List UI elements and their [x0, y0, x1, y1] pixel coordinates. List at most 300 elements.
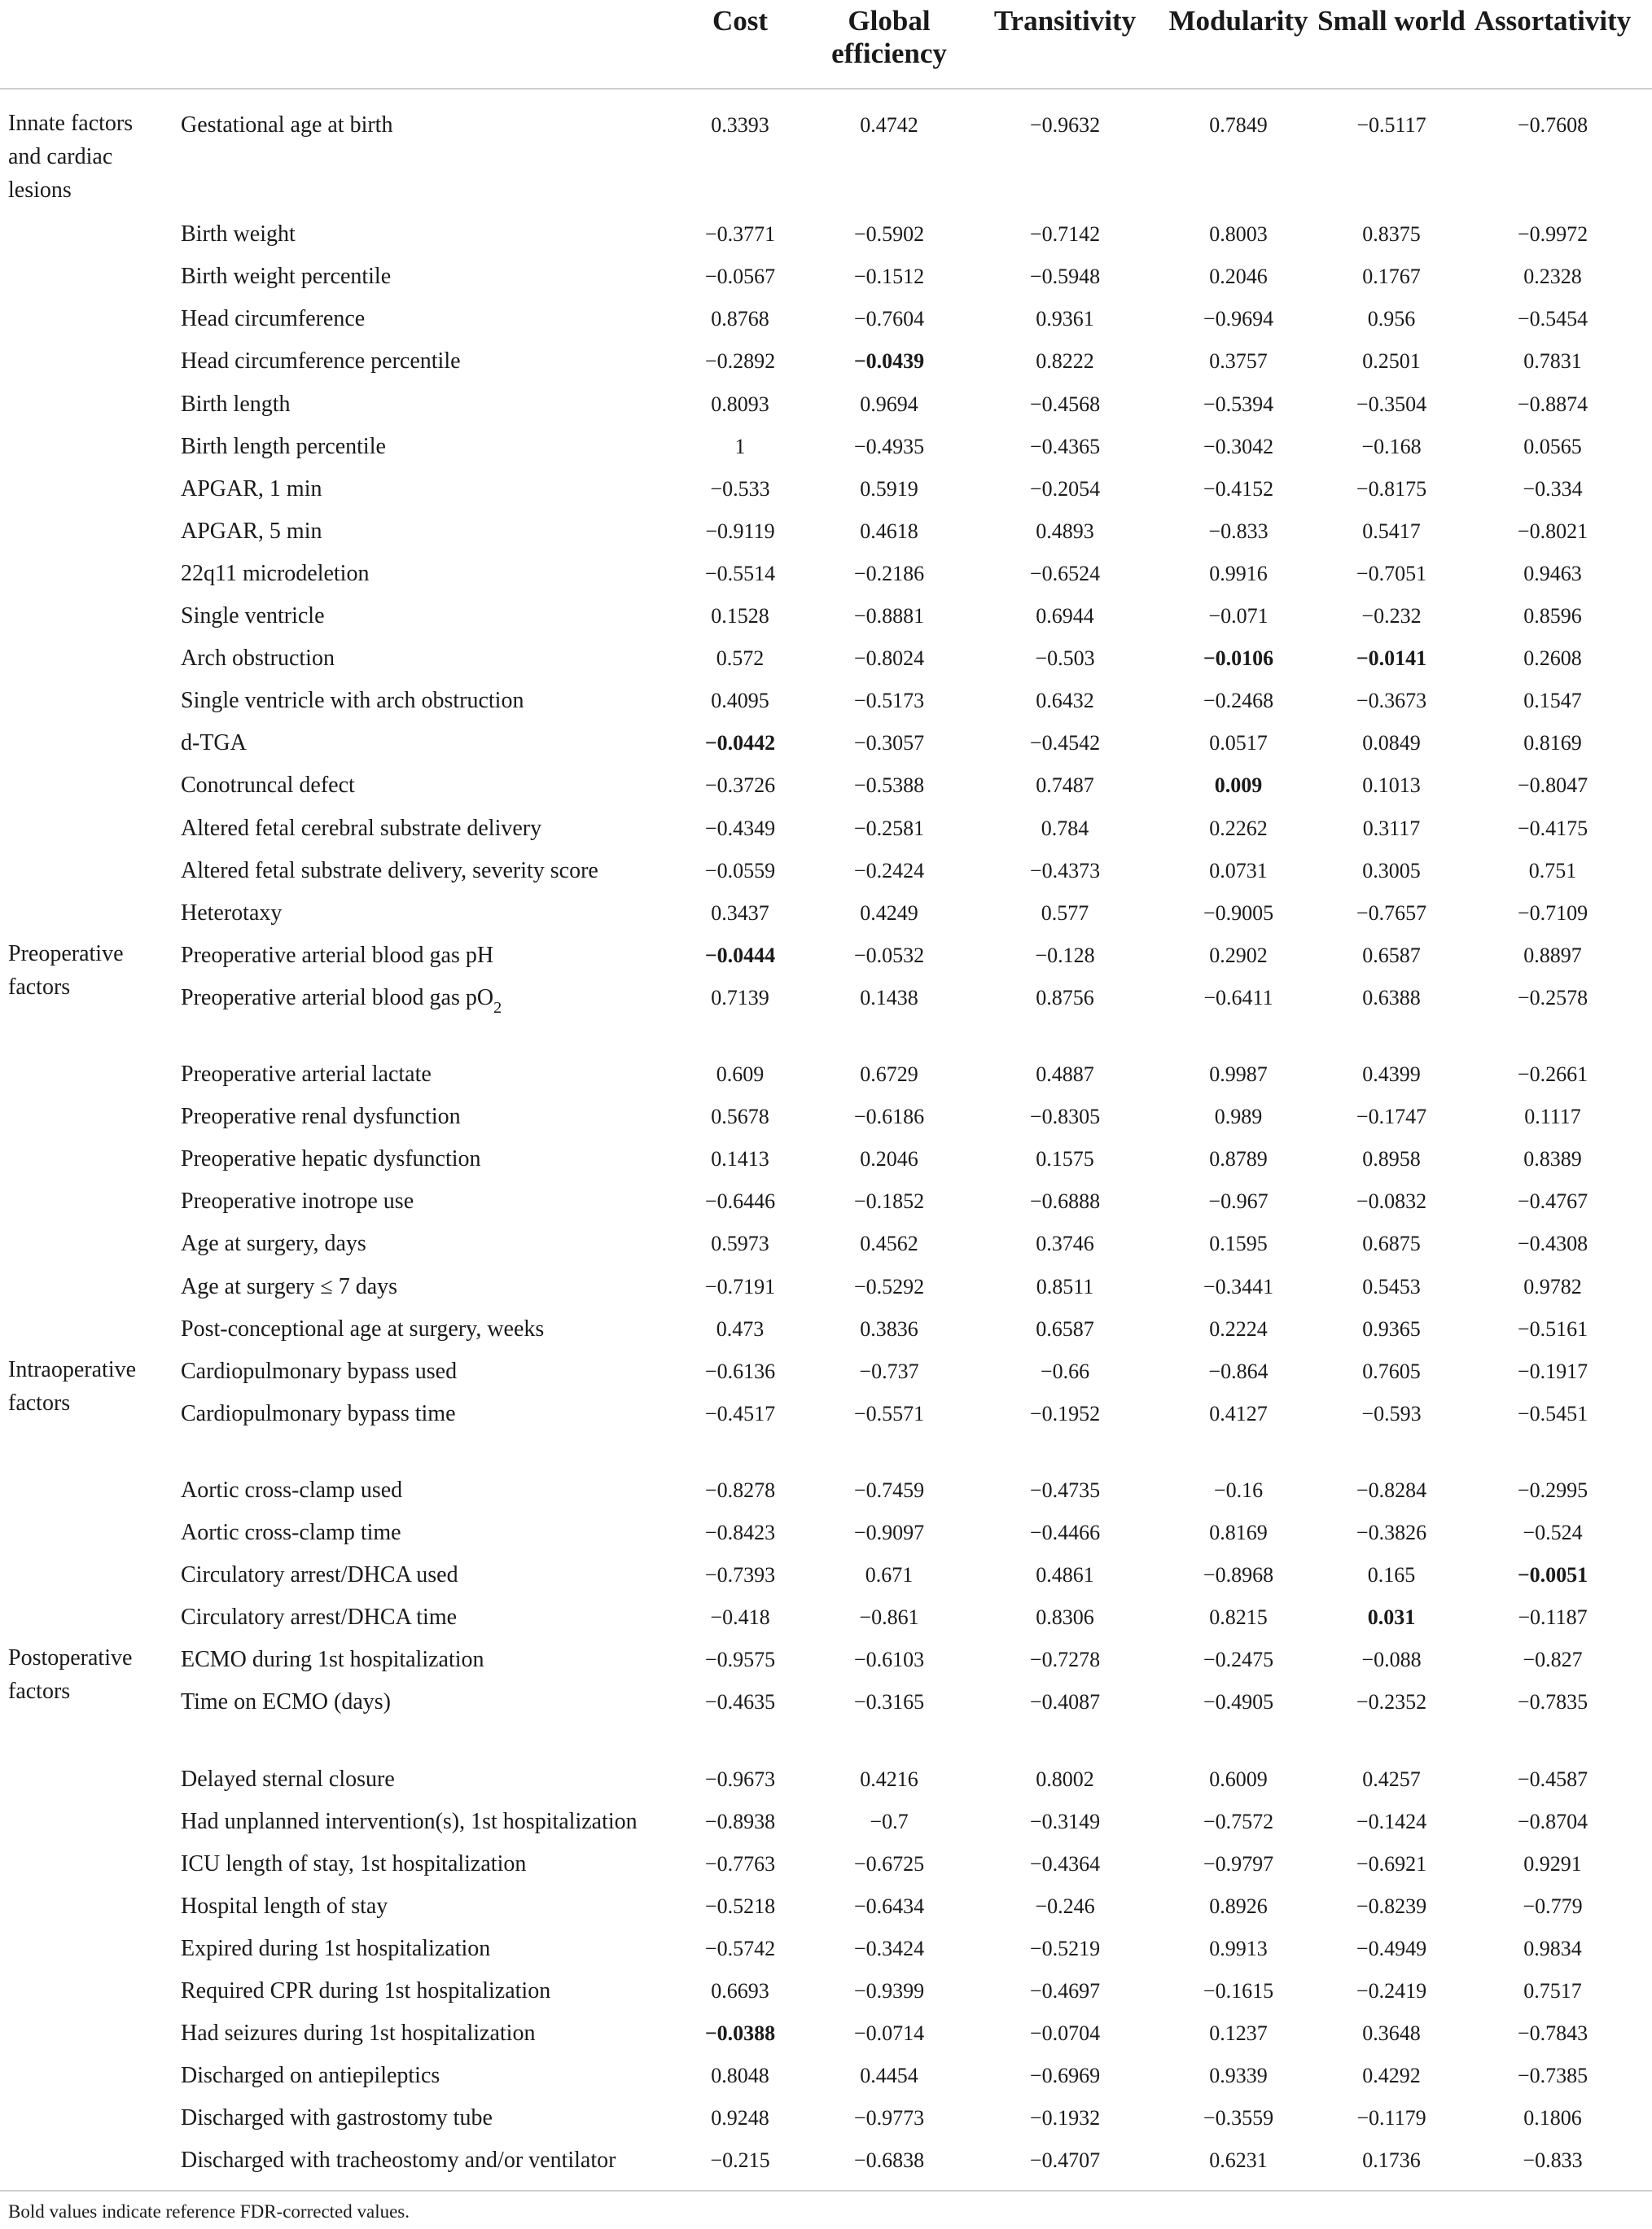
cell-value: −0.0051 — [1517, 1563, 1588, 1587]
row-label-text: Discharged on antiepileptics — [181, 2063, 440, 2089]
cell-value: −0.3673 — [1356, 689, 1427, 713]
cell-value: −0.232 — [1361, 604, 1422, 628]
cell-value: 0.8789 — [1209, 1147, 1268, 1171]
row-label — [181, 432, 386, 462]
cell-value: 0.7487 — [1036, 773, 1094, 798]
cell-value: −0.6838 — [853, 2148, 925, 2173]
cell-value: −0.0832 — [1356, 1189, 1427, 1214]
cell-value: 0.8768 — [711, 307, 769, 331]
row-label-text: Hospital length of stay — [181, 1893, 388, 1919]
cell-value: 0.8215 — [1209, 1605, 1268, 1630]
row-label — [181, 1476, 402, 1505]
cell-value: −0.6888 — [1029, 1189, 1101, 1214]
cell-value: 0.1806 — [1523, 2106, 1582, 2130]
cell-value: −0.833 — [1523, 2148, 1583, 2173]
cell-value: 0.7139 — [711, 985, 769, 1009]
cell-value: 0.8756 — [1036, 985, 1094, 1009]
row-label-text: ICU length of stay, 1st hospitalization — [181, 1850, 527, 1876]
cell-value: −0.2186 — [853, 561, 925, 585]
cell-value: −0.2578 — [1517, 985, 1588, 1009]
cell-value: 0.9782 — [1523, 1274, 1582, 1298]
row-label-text: Discharged with tracheostomy and/or ventilator — [181, 2148, 616, 2174]
cell-value: −0.4587 — [1517, 1767, 1588, 1791]
group-label: Postoperative factors — [8, 1645, 133, 1705]
cell-value: −0.7 — [870, 1809, 909, 1833]
cell-value: 0.9291 — [1523, 1851, 1582, 1876]
cell-value: −0.967 — [1208, 1189, 1269, 1214]
cell-value: −0.864 — [1208, 1359, 1269, 1383]
cell-value: 0.9694 — [860, 392, 918, 416]
cell-value: −0.5173 — [853, 689, 925, 713]
cell-value: −0.5451 — [1517, 1401, 1588, 1425]
column-header: Small world — [1317, 5, 1466, 37]
row-label — [181, 1518, 401, 1548]
cell-value: 0.4454 — [860, 2064, 918, 2088]
cell-value: 0.4095 — [711, 689, 769, 713]
cell-value: −0.5902 — [853, 222, 925, 247]
cell-value: −0.8874 — [1517, 392, 1588, 416]
cell-value: 0.473 — [716, 1316, 765, 1341]
row-label — [181, 644, 335, 673]
cell-value: 0.1547 — [1523, 689, 1582, 713]
cell-value: −0.3504 — [1356, 392, 1427, 416]
cell-value: −0.4349 — [704, 816, 776, 840]
row-label-text: Preoperative arterial blood gas pH — [181, 942, 494, 968]
row-label-text: 22q11 microdeletion — [181, 560, 370, 586]
cell-value: −0.4568 — [1029, 392, 1101, 416]
cell-value: 0.9463 — [1523, 561, 1582, 585]
row-label — [181, 1977, 550, 2006]
cell-value: −0.4364 — [1029, 1851, 1101, 1876]
cell-value: −0.3726 — [704, 773, 776, 798]
cell-value: −0.4542 — [1029, 731, 1101, 755]
cell-value: −0.9972 — [1517, 222, 1588, 247]
cell-value: 0.6729 — [860, 1062, 918, 1086]
cell-value: 0.8169 — [1523, 731, 1582, 755]
row-label-text: APGAR, 1 min — [181, 475, 322, 501]
row-label — [181, 1807, 638, 1837]
cell-value: −0.7835 — [1517, 1690, 1588, 1714]
cell-value: −0.1917 — [1517, 1359, 1588, 1383]
column-header: Cost — [712, 5, 769, 37]
row-label-text: Had unplanned intervention(s), 1st hospitalization — [181, 1808, 638, 1834]
cell-value: −0.7572 — [1203, 1809, 1274, 1833]
cell-value: 0.3393 — [711, 113, 769, 137]
cell-value: 0.6693 — [711, 1979, 769, 2003]
cell-value: −0.4635 — [704, 1690, 776, 1714]
cell-value: 0.4257 — [1362, 1767, 1421, 1791]
cell-value: 0.5453 — [1362, 1274, 1421, 1298]
cell-value: −0.1852 — [853, 1189, 925, 1214]
cell-value: 0.4399 — [1362, 1062, 1421, 1086]
cell-value: 0.4216 — [860, 1767, 918, 1791]
cell-value: −0.524 — [1523, 1521, 1583, 1544]
row-label — [181, 1060, 432, 1089]
cell-value: 0.4249 — [860, 900, 918, 925]
cell-value: 0.4893 — [1036, 519, 1094, 543]
cell-value: 0.3757 — [1209, 349, 1268, 374]
cell-value: −0.1615 — [1203, 1979, 1274, 2003]
cell-value: −0.9575 — [704, 1648, 776, 1672]
cell-value: −0.0442 — [704, 731, 776, 755]
cell-value: −0.9694 — [1203, 307, 1274, 331]
cell-value: −0.7191 — [704, 1274, 776, 1298]
group-label: Innate factors and cardiac lesions — [8, 111, 134, 203]
row-label — [181, 941, 493, 970]
cell-value: 0.2501 — [1362, 349, 1421, 374]
cell-value: 0.1013 — [1362, 773, 1421, 798]
cell-value: 0.956 — [1367, 307, 1416, 331]
cell-value: 0.609 — [716, 1062, 765, 1086]
cell-value: 0.9913 — [1209, 1936, 1268, 1960]
row-label — [181, 2146, 616, 2175]
cell-value: −0.215 — [710, 2148, 770, 2173]
cell-value: −0.593 — [1361, 1401, 1422, 1425]
cell-value: −0.503 — [1035, 646, 1095, 671]
row-label — [181, 1561, 458, 1590]
cell-value: −0.8881 — [853, 604, 925, 628]
cell-value: −0.9119 — [705, 519, 775, 543]
row-label — [181, 1645, 484, 1675]
cell-value: 0.3117 — [1362, 816, 1421, 840]
cell-value: −0.071 — [1208, 604, 1269, 628]
row-label — [181, 2019, 535, 2048]
row-label-text: Birth weight — [181, 221, 296, 247]
cell-value: 0.8389 — [1523, 1147, 1582, 1171]
cell-value: 0.1528 — [711, 604, 769, 628]
cell-value: −0.5571 — [853, 1401, 925, 1425]
cell-value: 0.0849 — [1362, 731, 1421, 755]
cell-value: 0.9339 — [1209, 2064, 1268, 2088]
row-label-text: Preoperative renal dysfunction — [181, 1104, 461, 1130]
row-label — [181, 729, 247, 758]
row-label-text: Circulatory arrest/DHCA time — [181, 1605, 458, 1631]
cell-value: 0.8596 — [1523, 604, 1582, 628]
row-label-text: Had seizures during 1st hospitalization — [181, 2021, 536, 2047]
cell-value: −0.4697 — [1029, 1979, 1101, 2003]
cell-value: −0.2468 — [1203, 689, 1274, 713]
cell-value: 0.1413 — [711, 1147, 769, 1171]
row-label — [181, 1850, 526, 1879]
row-label — [181, 2104, 493, 2133]
cell-value: −0.7459 — [853, 1478, 925, 1502]
cell-value: −0.9773 — [853, 2106, 925, 2130]
row-label — [181, 304, 365, 334]
cell-value: −0.6103 — [853, 1648, 925, 1672]
cell-value: −0.4517 — [704, 1401, 776, 1425]
cell-value: 0.2608 — [1523, 646, 1582, 671]
row-label — [181, 1187, 414, 1216]
row-label-text: Single ventricle with arch obstruction — [181, 688, 524, 714]
cell-value: −0.0704 — [1029, 2021, 1101, 2046]
cell-value: 0.4887 — [1036, 1062, 1094, 1086]
cell-value: −0.3165 — [853, 1690, 925, 1714]
cell-value: −0.7763 — [704, 1851, 776, 1876]
row-label — [181, 1603, 457, 1632]
row-label — [181, 1934, 490, 1964]
row-label-text: Time on ECMO (days) — [181, 1689, 391, 1715]
cell-value: 0.4292 — [1362, 2064, 1421, 2088]
cell-value: −0.4767 — [1517, 1189, 1588, 1214]
cell-value: −0.7657 — [1356, 900, 1427, 925]
cell-value: 0.9365 — [1362, 1316, 1421, 1341]
cell-value: 0.031 — [1367, 1605, 1416, 1630]
cell-value: −0.7843 — [1517, 2021, 1588, 2046]
cell-value: −0.66 — [1040, 1359, 1090, 1383]
row-label-text: Cardiopulmonary bypass used — [181, 1358, 458, 1384]
cell-value: −0.2892 — [704, 349, 776, 374]
row-label-text: Heterotaxy — [181, 900, 283, 926]
row-label — [181, 1315, 544, 1344]
cell-value: 0.8897 — [1523, 943, 1582, 967]
cell-value: 0.8093 — [711, 392, 769, 416]
cell-value: −0.2995 — [1517, 1478, 1588, 1502]
cell-value: −0.0714 — [853, 2021, 925, 2046]
row-label-text: Preoperative hepatic dysfunction — [181, 1146, 481, 1172]
row-label-text: d-TGA — [181, 730, 247, 756]
row-label-text: APGAR, 5 min — [181, 518, 322, 544]
cell-value: −0.418 — [710, 1605, 770, 1630]
cell-value: −0.3057 — [853, 731, 925, 755]
cell-value: 0.3437 — [711, 900, 769, 925]
cell-value: 0.8222 — [1036, 349, 1094, 374]
cell-value: −0.0567 — [704, 265, 776, 289]
cell-value: 0.8511 — [1036, 1274, 1094, 1298]
row-label — [181, 517, 322, 546]
row-label-text: Preoperative arterial blood gas pO — [181, 984, 494, 1010]
cell-value: −0.7278 — [1029, 1648, 1101, 1672]
cell-value: 0.7517 — [1523, 1979, 1582, 2003]
cell-value: −0.8047 — [1517, 773, 1588, 798]
cell-value: 0.3005 — [1362, 858, 1421, 882]
row-label-text: Expired during 1st hospitalization — [181, 1935, 491, 1961]
row-label — [181, 983, 502, 1017]
row-label-text: Head circumference — [181, 306, 366, 332]
cell-value: −0.5394 — [1203, 392, 1274, 416]
cell-value: −0.6921 — [1356, 1851, 1427, 1876]
cell-value: −0.6446 — [704, 1189, 776, 1214]
cell-value: −0.9632 — [1029, 113, 1101, 137]
cell-value: −0.8024 — [853, 646, 925, 671]
cell-value: −0.7604 — [853, 307, 925, 331]
cell-value: 0.7849 — [1209, 113, 1268, 137]
cell-value: −0.3424 — [853, 1936, 925, 1960]
cell-value: 0.9248 — [711, 2106, 769, 2130]
row-label — [181, 1145, 481, 1174]
cell-value: −0.2054 — [1029, 476, 1101, 501]
row-label-text: Cardiopulmonary bypass time — [181, 1400, 456, 1426]
cell-value: 0.5919 — [860, 476, 918, 501]
cell-value: 0.4861 — [1036, 1563, 1094, 1587]
cell-value: −0.861 — [859, 1605, 919, 1630]
table-bottom-rule — [0, 2190, 1652, 2192]
cell-value: 0.5678 — [711, 1105, 769, 1129]
cell-value: −0.7142 — [1029, 222, 1101, 247]
cell-value: 0.751 — [1528, 858, 1577, 882]
cell-value: −0.4087 — [1029, 1690, 1101, 1714]
row-label — [181, 2061, 440, 2091]
cell-value: −0.0532 — [853, 943, 925, 967]
row-label-text: Conotruncal defect — [181, 773, 355, 799]
cell-value: −0.5514 — [704, 561, 776, 585]
cell-value: −0.9797 — [1203, 1851, 1274, 1876]
column-header: Modularity — [1168, 5, 1308, 37]
cell-value: −0.8021 — [1517, 519, 1588, 543]
row-label — [181, 899, 282, 928]
column-header: Transitivity — [993, 5, 1137, 37]
row-label-text: Aortic cross-clamp time — [181, 1520, 401, 1545]
column-header: Global efficiency — [831, 5, 947, 69]
cell-value: 0.8002 — [1036, 1767, 1094, 1791]
cell-value: −0.1512 — [853, 265, 925, 289]
row-label — [181, 814, 541, 843]
cell-value: −0.4308 — [1517, 1232, 1588, 1256]
cell-value: −0.4949 — [1356, 1936, 1427, 1960]
cell-value: −0.246 — [1035, 1894, 1095, 1918]
cell-value: −0.9399 — [853, 1979, 925, 2003]
cell-value: −0.3042 — [1203, 434, 1274, 458]
cell-value: −0.4935 — [853, 434, 925, 458]
cell-value: −0.168 — [1361, 434, 1422, 458]
cell-value: −0.3826 — [1356, 1521, 1427, 1544]
cell-value: −0.7385 — [1517, 2064, 1588, 2088]
row-label-text: Arch obstruction — [181, 646, 335, 672]
cell-value: −0.8239 — [1356, 1894, 1427, 1918]
cell-value: 0.0565 — [1523, 434, 1582, 458]
cell-value: −0.8938 — [704, 1809, 776, 1833]
row-label — [181, 559, 369, 589]
cell-value: 0.5417 — [1362, 519, 1421, 543]
cell-value: 0.989 — [1214, 1105, 1263, 1129]
cell-value: −0.1187 — [1518, 1605, 1588, 1630]
cell-value: −0.4365 — [1029, 434, 1101, 458]
cell-value: 0.0517 — [1209, 731, 1268, 755]
cell-value: 0.3746 — [1036, 1232, 1094, 1256]
cell-value: 0.1736 — [1362, 2148, 1421, 2173]
cell-value: −0.5219 — [1029, 1936, 1101, 1960]
cell-value: −0.1932 — [1029, 2106, 1101, 2130]
row-label-text: Birth weight percentile — [181, 264, 392, 290]
row-label — [181, 1272, 397, 1302]
row-label-text: Gestational age at birth — [181, 112, 393, 138]
header-divider — [0, 88, 1652, 90]
cell-value: 0.1595 — [1209, 1232, 1268, 1256]
cell-value: 0.4562 — [860, 1232, 918, 1256]
cell-value: −0.1747 — [1356, 1105, 1427, 1129]
row-label — [181, 1892, 388, 1921]
cell-value: −0.8284 — [1356, 1478, 1427, 1502]
cell-value: 0.1237 — [1209, 2021, 1268, 2046]
cell-value: −0.2352 — [1356, 1690, 1427, 1714]
cell-value: −0.4735 — [1029, 1478, 1101, 1502]
row-label-text: Single ventricle — [181, 603, 325, 628]
row-label-text: Aortic cross-clamp used — [181, 1477, 403, 1503]
cell-value: 0.572 — [716, 646, 765, 671]
cell-value: −0.0141 — [1356, 646, 1427, 671]
cell-value: 0.2046 — [1209, 265, 1268, 289]
cell-value: −0.6186 — [853, 1105, 925, 1129]
cell-value: −0.1424 — [1356, 1809, 1427, 1833]
cell-value: −0.5218 — [704, 1894, 776, 1918]
cell-value: 0.1117 — [1524, 1105, 1581, 1129]
cell-value: 0.1575 — [1036, 1147, 1094, 1171]
row-label — [181, 1765, 395, 1794]
cell-value: −0.7608 — [1517, 113, 1588, 137]
cell-value: −0.8968 — [1203, 1563, 1274, 1587]
cell-value: −0.5388 — [853, 773, 925, 798]
row-label — [181, 475, 322, 504]
cell-value: 0.6388 — [1362, 985, 1421, 1009]
cell-value: −0.3559 — [1203, 2106, 1274, 2130]
cell-value: −0.779 — [1523, 1894, 1583, 1918]
row-label-text: Delayed sternal closure — [181, 1766, 395, 1792]
table-footnote: Bold values indicate reference FDR-corrected values. — [8, 2201, 410, 2222]
cell-value: −0.8278 — [704, 1478, 776, 1502]
cell-value: −0.0106 — [1203, 646, 1274, 671]
row-label — [181, 262, 391, 291]
row-label-text: Required CPR during 1st hospitalization — [181, 1978, 551, 2003]
cell-value: 0.8306 — [1036, 1605, 1094, 1630]
cell-value: −0.8423 — [704, 1521, 776, 1544]
row-label — [181, 390, 291, 419]
row-label-text: Post-conceptional age at surgery, weeks — [181, 1316, 545, 1342]
cell-value: 0.6009 — [1209, 1767, 1268, 1791]
row-label — [181, 1229, 366, 1259]
cell-value: 0.8375 — [1362, 222, 1421, 247]
cell-value: 0.8926 — [1209, 1894, 1268, 1918]
cell-value: −0.5117 — [1356, 113, 1426, 137]
cell-value: −0.4707 — [1029, 2148, 1101, 2173]
cell-value: −0.2419 — [1356, 1979, 1427, 2003]
cell-value: −0.5292 — [853, 1274, 925, 1298]
row-label-text: Preoperative arterial lactate — [181, 1062, 432, 1087]
cell-value: 0.6944 — [1036, 604, 1094, 628]
cell-value: 0.9987 — [1209, 1062, 1268, 1086]
cell-value: −0.5742 — [704, 1936, 776, 1960]
row-label-text: ECMO during 1st hospitalization — [181, 1647, 484, 1673]
cell-value: −0.0388 — [704, 2021, 776, 2046]
cell-value: 0.165 — [1367, 1563, 1416, 1587]
cell-value: −0.5454 — [1517, 307, 1588, 331]
cell-value: 0.8958 — [1362, 1147, 1421, 1171]
row-label — [181, 1399, 456, 1429]
cell-value: 0.1438 — [860, 985, 918, 1009]
cell-value: −0.2475 — [1203, 1648, 1274, 1672]
row-label — [181, 347, 461, 376]
cell-value: −0.9673 — [704, 1767, 776, 1791]
cell-value: −0.5161 — [1517, 1316, 1588, 1341]
cell-value: 0.6231 — [1209, 2148, 1268, 2173]
row-label — [181, 602, 325, 631]
cell-value: −0.1952 — [1029, 1401, 1101, 1425]
row-label — [181, 686, 524, 716]
cell-value: 0.0731 — [1209, 858, 1268, 882]
cell-value: −0.1179 — [1356, 2106, 1426, 2130]
cell-value: −0.8175 — [1356, 476, 1427, 501]
cell-value: −0.4466 — [1029, 1521, 1101, 1544]
cell-value: −0.3771 — [704, 222, 776, 247]
row-label-text: Age at surgery, days — [181, 1231, 366, 1257]
cell-value: 0.2328 — [1523, 265, 1582, 289]
cell-value: −0.5948 — [1029, 265, 1101, 289]
cell-value: −0.6969 — [1029, 2064, 1101, 2088]
cell-value: 0.2046 — [860, 1147, 918, 1171]
cell-value: 0.009 — [1214, 773, 1263, 798]
cell-value: −0.9005 — [1203, 900, 1274, 925]
row-label — [181, 856, 598, 886]
cell-value: −0.2424 — [853, 858, 925, 882]
group-label: Preoperative factors — [8, 940, 124, 1000]
